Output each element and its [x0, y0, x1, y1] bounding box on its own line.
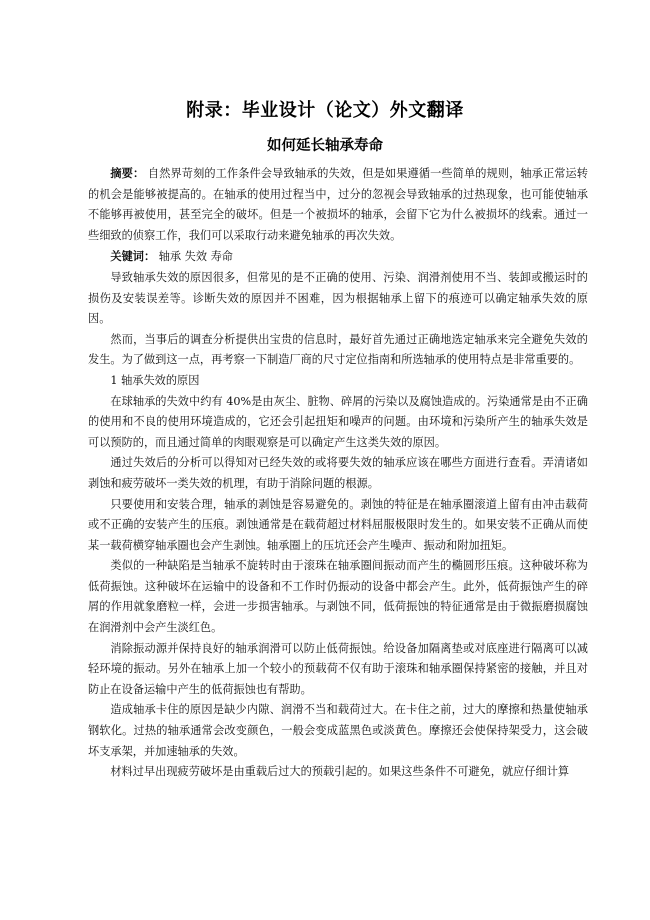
keywords-text: 轴承 失效 寿命 — [155, 250, 233, 264]
paragraph: 导致轴承失效的原因很多，但常见的是不正确的使用、污染、润滑剂使用不当、装卸或搬运时的损伤及安装误差等。诊断失效的原因并不困难，因为根据轴承上留下的痕迹可以确定轴承失效的原因。 — [88, 270, 588, 326]
keywords-label: 关键词： — [110, 250, 156, 264]
paragraph: 通过失效后的分析可以得知对已经失效的或将要失效的轴承应该在哪些方面进行查看。弄清诸如剥蚀和疲劳破坏一类失效的机理，有助于消除问题的根源。 — [88, 456, 588, 490]
paragraph: 只要使用和安装合理，轴承的剥蚀是容易避免的。剥蚀的特征是在轴承圈滚道上留有由冲击载荷或不正确的安装产生的压痕。剥蚀通常是在载荷超过材料屈服极限时发生的。如果安装不正确从而使某一载荷横穿轴承圈也会产生剥蚀。轴承圈上的压坑还会产生噪声、振动和附加扭矩。 — [88, 497, 588, 552]
paragraph: 在球轴承的失效中约有 40%是由灰尘、脏物、碎屑的污染以及腐蚀造成的。污染通常是由不正确的使用和不良的使用环境造成的，它还会引起扭矩和噪声的问题。由环境和污染所产生的轴承失效是可以预防的，而且通过简单的肉眼观察是可以确定产生这类失效的原因。 — [88, 394, 588, 449]
paragraph: 材料过早出现疲劳破坏是由重载后过大的预载引起的。如果这些条件不可避免，就应仔细计算 — [110, 765, 570, 779]
keywords-paragraph — [88, 247, 588, 268]
article-body — [88, 164, 588, 783]
abstract-label: 摘要： — [110, 167, 145, 180]
section-heading: 1 轴承失效的原因 — [110, 373, 200, 387]
paragraph: 造成轴承卡住的原因是缺少内隙、润滑不当和载荷过大。在卡住之前，过大的摩擦和热量使轴承钢软化。过热的轴承通常会改变颜色，一般会变成蓝黑色或淡黄色。摩擦还会使保持架受力，这会破坏支承架，并加速轴承的失效。 — [88, 703, 588, 758]
paragraph: 类似的一种缺陷是当轴承不旋转时由于滚珠在轴承圈间振动而产生的椭圆形压痕。这种破坏称为低荷振蚀。这种破坏在运输中的设备和不工作时仍振动的设备中都会产生。此外，低荷振蚀产生的碎屑的作用就象磨粒一样，会进一步损害轴承。与剥蚀不同，低荷振蚀的特征通常是由于微振磨损腐蚀在润滑剂中会产生淡红色。 — [88, 559, 588, 635]
article-title: 如何延长轴承寿命 — [267, 138, 383, 154]
paragraph: 然而，当事后的调查分析提供出宝贵的信息时，最好首先通过正确地选定轴承来完全避免失效的发生。为了做到这一点，再考察一下制造厂商的尺寸定位指南和所选轴承的使用特点是非常重要的。 — [88, 332, 588, 367]
abstract-paragraph — [88, 164, 588, 246]
abstract-text: 自然界苛刻的工作条件会导致轴承的失效，但是如果遵循一些简单的规则，轴承正常运转的机会是能够被提高的。在轴承的使用过程当中，过分的忽视会导致轴承的过热现象，也可能使轴承不能够再被使用，甚至完全的破坏。但是一个被损坏的轴承，会留下它为什么被损坏的线索。通过一些细致的侦察工作，我们可以采取行动来避免轴承的再次失效。 — [88, 167, 588, 242]
paragraph: 消除振动源并保持良好的轴承润滑可以防止低荷振蚀。给设备加隔离垫或对底座进行隔离可以减轻环境的振动。另外在轴承上加一个较小的预载荷不仅有助于滚珠和轴承圈保持紧密的接触，并且对防止在设备运输中产生的低荷振蚀也有帮助。 — [88, 641, 588, 696]
page-title: 附录：毕业设计（论文）外文翻译 — [186, 100, 464, 121]
